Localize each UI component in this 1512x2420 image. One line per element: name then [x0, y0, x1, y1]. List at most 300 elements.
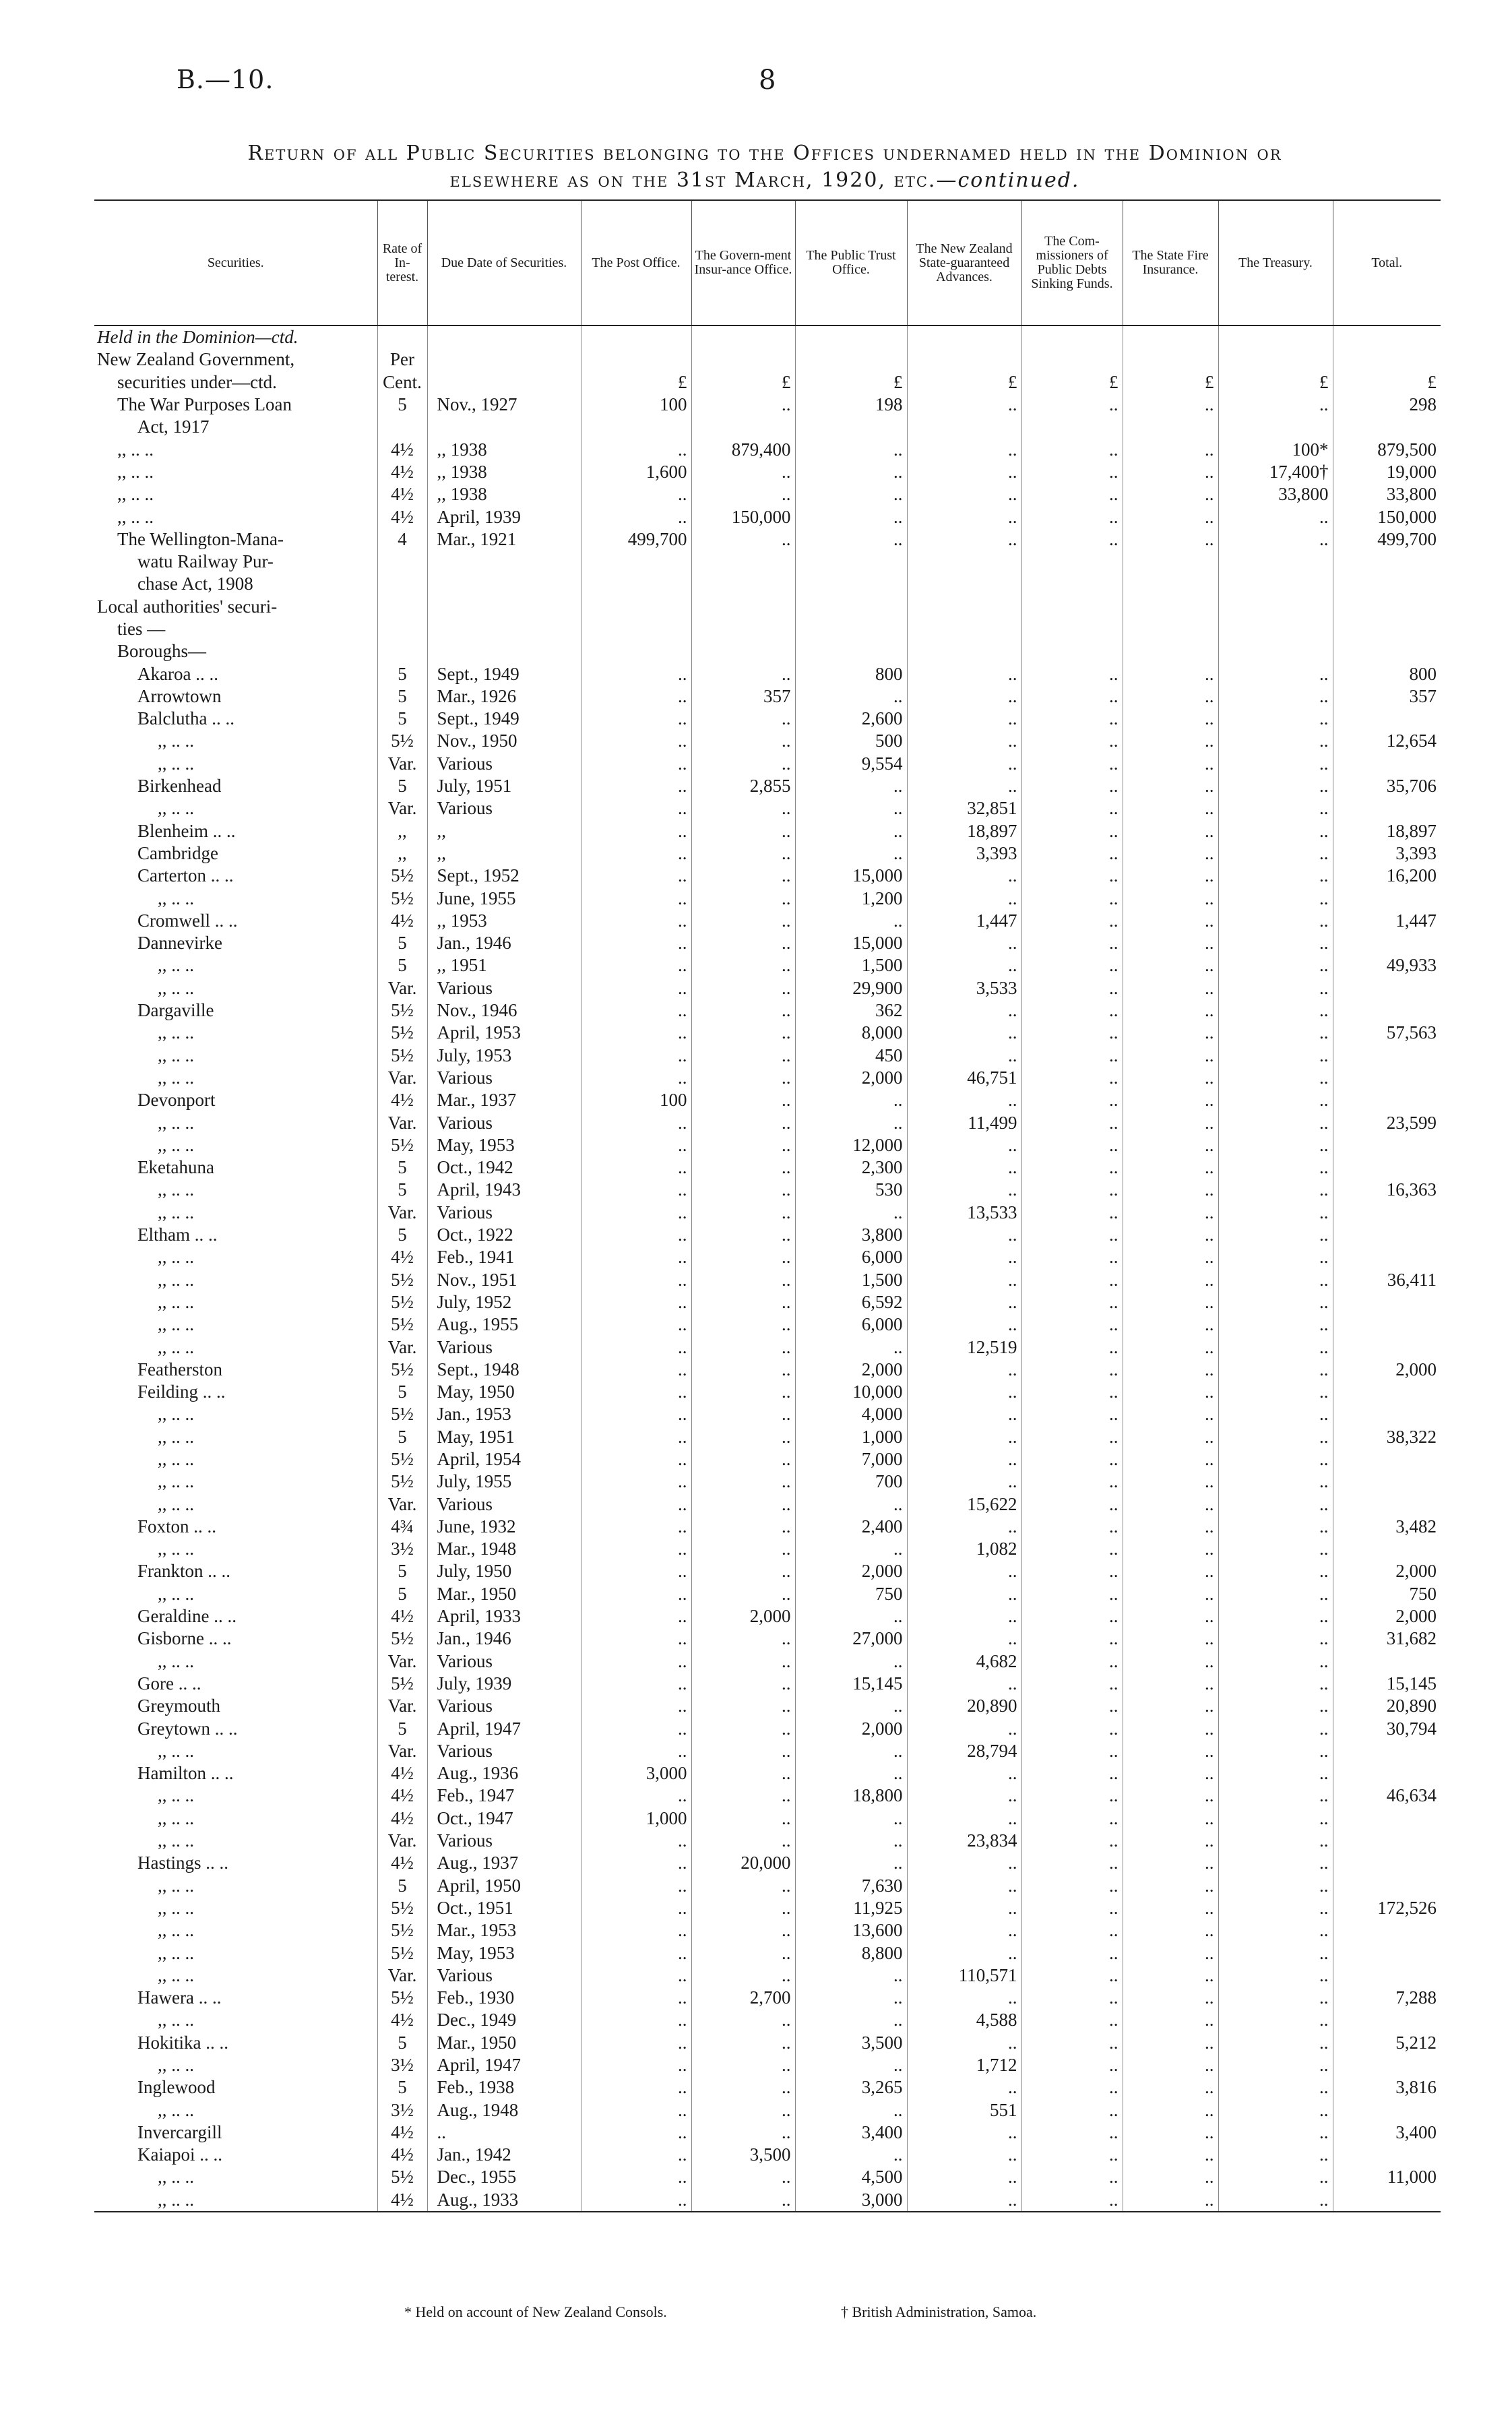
- state-fire-insurance-cell: [1123, 618, 1218, 640]
- state-fire-insurance-cell: ..: [1123, 977, 1218, 999]
- government-insurance-cell: ..: [691, 2076, 795, 2099]
- table-row: [94, 1179, 1441, 1201]
- post-office-cell: ..: [581, 2009, 691, 2031]
- table-row: [94, 2009, 1441, 2031]
- total-cell: [1333, 2009, 1441, 2031]
- state-fire-insurance-cell: [1123, 573, 1218, 595]
- public-trust-cell: [795, 618, 907, 640]
- state-fire-insurance-cell: [1123, 325, 1218, 348]
- interest-rate-cell: 4½: [377, 1246, 427, 1268]
- government-insurance-cell: [691, 640, 795, 662]
- state-fire-insurance-cell: ..: [1123, 820, 1218, 842]
- interest-rate-cell: 5: [377, 954, 427, 976]
- table-row: [94, 1067, 1441, 1089]
- government-insurance-cell: ..: [691, 1762, 795, 1785]
- table-row: [94, 1022, 1441, 1044]
- state-fire-insurance-cell: ..: [1123, 1381, 1218, 1403]
- state-advances-cell: ..: [907, 1627, 1021, 1650]
- total-cell: [1333, 1493, 1441, 1515]
- total-cell: £: [1427, 371, 1437, 392]
- state-advances-cell: [907, 573, 1021, 595]
- state-fire-insurance-cell: ..: [1123, 461, 1218, 483]
- interest-rate-cell: 5½: [377, 887, 427, 909]
- treasury-cell: ..: [1218, 954, 1333, 976]
- government-insurance-cell: ..: [691, 2166, 795, 2188]
- public-trust-cell: 2,400: [795, 1516, 907, 1538]
- state-advances-cell: 1,447: [907, 910, 1021, 932]
- public-trust-cell: 2,000: [795, 1359, 907, 1381]
- treasury-cell: ..: [1218, 1987, 1333, 2009]
- treasury-cell: ..: [1218, 662, 1333, 685]
- state-fire-insurance-cell: ..: [1123, 483, 1218, 505]
- post-office-cell: ..: [581, 1403, 691, 1425]
- table-row: [94, 1785, 1441, 1807]
- state-advances-cell: 23,834: [907, 1830, 1021, 1852]
- state-advances-cell: ..: [907, 394, 1021, 416]
- security-name-cell: ,, .. ..: [94, 461, 377, 483]
- government-insurance-cell: 2,000: [691, 1605, 795, 1627]
- state-fire-insurance-cell: ..: [1123, 999, 1218, 1022]
- state-advances-cell: ..: [907, 1785, 1021, 1807]
- public-trust-cell: 3,800: [795, 1224, 907, 1246]
- treasury-cell: ..: [1218, 1448, 1333, 1470]
- total-cell: [1333, 1942, 1441, 1964]
- due-date-cell: Mar., 1953: [427, 1919, 581, 1942]
- government-insurance-cell: ..: [691, 797, 795, 819]
- government-insurance-cell: ..: [691, 954, 795, 976]
- sinking-funds-cell: ..: [1021, 753, 1123, 775]
- sinking-funds-cell: ..: [1021, 1673, 1123, 1695]
- treasury-cell: ..: [1218, 1268, 1333, 1291]
- public-trust-cell: ..: [795, 775, 907, 797]
- table-row: [94, 1426, 1441, 1448]
- post-office-cell: [581, 618, 691, 640]
- table-row: [94, 753, 1441, 775]
- government-insurance-cell: ..: [691, 2054, 795, 2076]
- government-insurance-cell: ..: [691, 1134, 795, 1156]
- state-advances-cell: [907, 618, 1021, 640]
- due-date-cell: ,, 1951: [427, 954, 581, 976]
- due-date-cell: Various: [427, 753, 581, 775]
- sinking-funds-cell: ..: [1021, 887, 1123, 909]
- post-office-cell: ..: [581, 1045, 691, 1067]
- security-name-cell: ,, .. ..: [94, 1313, 377, 1336]
- government-insurance-cell: ..: [691, 1493, 795, 1515]
- total-cell: 20,890: [1386, 1696, 1437, 1716]
- public-trust-cell: 3,000: [795, 2189, 907, 2212]
- government-insurance-cell: ..: [691, 483, 795, 505]
- post-office-cell: 1,000: [581, 1807, 691, 1830]
- due-date-cell: [427, 640, 581, 662]
- state-fire-insurance-cell: ..: [1123, 2054, 1218, 2076]
- sinking-funds-cell: ..: [1021, 954, 1123, 976]
- security-name-cell: ,, .. ..: [94, 1785, 377, 1807]
- treasury-cell: 33,800: [1218, 483, 1333, 505]
- public-trust-cell: 3,265: [795, 2076, 907, 2099]
- table-row: [94, 640, 1441, 662]
- security-name-cell: ,, .. ..: [94, 1964, 377, 1987]
- post-office-cell: ..: [581, 2032, 691, 2054]
- state-fire-insurance-cell: ..: [1123, 1111, 1218, 1134]
- public-trust-cell: 3,400: [795, 2121, 907, 2144]
- security-name-cell: watu Railway Pur-: [94, 551, 377, 573]
- interest-rate-cell: 5: [377, 662, 427, 685]
- sinking-funds-cell: ..: [1021, 708, 1123, 730]
- post-office-cell: £: [581, 371, 691, 394]
- total-cell: 172,526: [1377, 1897, 1437, 1918]
- public-trust-cell: 750: [795, 1583, 907, 1605]
- public-trust-cell: ..: [795, 797, 907, 819]
- security-name-cell: Balclutha .. ..: [94, 708, 377, 730]
- due-date-cell: Feb., 1947: [427, 1785, 581, 1807]
- sinking-funds-cell: ..: [1021, 2166, 1123, 2188]
- security-name-cell: ,, .. ..: [94, 1807, 377, 1830]
- table-row: [94, 2121, 1441, 2144]
- post-office-cell: ..: [581, 1359, 691, 1381]
- state-advances-cell: 13,533: [907, 1202, 1021, 1224]
- security-name-cell: Gore .. ..: [94, 1673, 377, 1695]
- post-office-cell: [581, 348, 691, 371]
- state-advances-cell: ..: [907, 2166, 1021, 2188]
- state-advances-cell: 32,851: [907, 797, 1021, 819]
- interest-rate-cell: Var.: [377, 1695, 427, 1717]
- total-cell: [1333, 1291, 1441, 1313]
- due-date-cell: Various: [427, 1493, 581, 1515]
- sinking-funds-cell: ..: [1021, 2099, 1123, 2121]
- treasury-cell: [1218, 596, 1333, 618]
- government-insurance-cell: 357: [691, 685, 795, 708]
- state-fire-insurance-cell: ..: [1123, 1852, 1218, 1874]
- total-cell: 38,322: [1386, 1426, 1437, 1447]
- sinking-funds-cell: ..: [1021, 775, 1123, 797]
- security-name-cell: Greymouth: [94, 1695, 377, 1717]
- government-insurance-cell: ..: [691, 2121, 795, 2144]
- security-name-cell: Boroughs—: [94, 640, 377, 662]
- state-advances-cell: ..: [907, 932, 1021, 954]
- post-office-cell: ..: [581, 1202, 691, 1224]
- security-name-cell: Arrowtown: [94, 685, 377, 708]
- table-row: [94, 1942, 1441, 1964]
- table-row: [94, 865, 1441, 887]
- security-name-cell: ,, .. ..: [94, 1470, 377, 1493]
- sinking-funds-cell: ..: [1021, 1874, 1123, 1896]
- state-advances-cell: ..: [907, 1605, 1021, 1627]
- total-cell: 3,482: [1395, 1516, 1437, 1537]
- sinking-funds-cell: [1021, 551, 1123, 573]
- security-name-cell: Dannevirke: [94, 932, 377, 954]
- state-advances-cell: ..: [907, 1583, 1021, 1605]
- treasury-cell: ..: [1218, 1874, 1333, 1896]
- table-row: [94, 1538, 1441, 1560]
- security-name-cell: chase Act, 1908: [94, 573, 377, 595]
- state-advances-cell: ..: [907, 865, 1021, 887]
- government-insurance-cell: ..: [691, 1897, 795, 1919]
- treasury-cell: ..: [1218, 1516, 1333, 1538]
- government-insurance-cell: ..: [691, 1381, 795, 1403]
- table-row: [94, 2189, 1441, 2212]
- state-fire-insurance-cell: ..: [1123, 2009, 1218, 2031]
- public-trust-cell: 15,000: [795, 932, 907, 954]
- government-insurance-cell: ..: [691, 1156, 795, 1179]
- government-insurance-cell: ..: [691, 1089, 795, 1111]
- treasury-cell: ..: [1218, 505, 1333, 528]
- public-trust-cell: 12,000: [795, 1134, 907, 1156]
- post-office-cell: [581, 596, 691, 618]
- total-cell: [1333, 708, 1441, 730]
- interest-rate-cell: 4½: [377, 483, 427, 505]
- treasury-cell: 100*: [1218, 438, 1333, 460]
- interest-rate-cell: 5½: [377, 999, 427, 1022]
- due-date-cell: Jan., 1946: [427, 932, 581, 954]
- public-trust-cell: 2,000: [795, 1560, 907, 1582]
- sinking-funds-cell: ..: [1021, 1313, 1123, 1336]
- security-name-cell: Hamilton .. ..: [94, 1762, 377, 1785]
- state-fire-insurance-cell: [1123, 348, 1218, 371]
- interest-rate-cell: 5: [377, 1179, 427, 1201]
- sinking-funds-cell: ..: [1021, 999, 1123, 1022]
- state-fire-insurance-cell: ..: [1123, 1045, 1218, 1067]
- total-cell: 879,500: [1377, 439, 1437, 460]
- interest-rate-cell: Var.: [377, 753, 427, 775]
- state-fire-insurance-cell: ..: [1123, 1583, 1218, 1605]
- due-date-cell: Mar., 1921: [427, 528, 581, 551]
- government-insurance-cell: [691, 325, 795, 348]
- security-name-cell: ,, .. ..: [94, 1897, 377, 1919]
- total-cell: [1333, 977, 1441, 999]
- state-advances-cell: 46,751: [907, 1067, 1021, 1089]
- total-cell: 1,447: [1395, 910, 1437, 931]
- security-name-cell: Dargaville: [94, 999, 377, 1022]
- security-name-cell: Featherston: [94, 1359, 377, 1381]
- government-insurance-cell: ..: [691, 932, 795, 954]
- interest-rate-cell: 5: [377, 1583, 427, 1605]
- government-insurance-cell: ..: [691, 730, 795, 752]
- state-fire-insurance-cell: ..: [1123, 1067, 1218, 1089]
- state-advances-cell: ..: [907, 1156, 1021, 1179]
- government-insurance-cell: ..: [691, 1627, 795, 1650]
- public-trust-cell: 800: [795, 662, 907, 685]
- public-trust-cell: 4,500: [795, 2166, 907, 2188]
- post-office-cell: ..: [581, 1560, 691, 1582]
- public-trust-cell: ..: [795, 1089, 907, 1111]
- due-date-cell: Various: [427, 1964, 581, 1987]
- post-office-cell: ..: [581, 1134, 691, 1156]
- due-date-cell: [427, 348, 581, 371]
- interest-rate-cell: 5½: [377, 1627, 427, 1650]
- table-header-row: [94, 200, 1441, 325]
- government-insurance-cell: 2,855: [691, 775, 795, 797]
- due-date-cell: April, 1954: [427, 1448, 581, 1470]
- security-name-cell: ,, .. ..: [94, 438, 377, 460]
- total-cell: [1333, 2054, 1441, 2076]
- sinking-funds-cell: ..: [1021, 1717, 1123, 1739]
- state-advances-cell: ..: [907, 1516, 1021, 1538]
- due-date-cell: July, 1953: [427, 1045, 581, 1067]
- interest-rate-cell: 5½: [377, 1134, 427, 1156]
- state-fire-insurance-cell: ..: [1123, 708, 1218, 730]
- total-cell: 499,700: [1377, 528, 1437, 549]
- state-advances-cell: ..: [907, 1089, 1021, 1111]
- government-insurance-cell: ..: [691, 1403, 795, 1425]
- total-cell: [1333, 1202, 1441, 1224]
- security-name-cell: Akaroa .. ..: [94, 662, 377, 685]
- state-advances-cell: [907, 348, 1021, 371]
- sinking-funds-cell: ..: [1021, 662, 1123, 685]
- table-row: [94, 618, 1441, 640]
- sinking-funds-cell: ..: [1021, 1942, 1123, 1964]
- state-advances-cell: ..: [907, 2144, 1021, 2166]
- due-date-cell: Mar., 1950: [427, 1583, 581, 1605]
- state-fire-insurance-cell: ..: [1123, 1762, 1218, 1785]
- security-name-cell: ,, .. ..: [94, 1067, 377, 1089]
- total-cell: [1333, 1313, 1441, 1336]
- treasury-cell: ..: [1218, 1045, 1333, 1067]
- sinking-funds-cell: ..: [1021, 1089, 1123, 1111]
- state-advances-cell: 3,393: [907, 842, 1021, 865]
- post-office-cell: ..: [581, 1717, 691, 1739]
- treasury-cell: ..: [1218, 820, 1333, 842]
- state-advances-cell: ..: [907, 685, 1021, 708]
- due-date-cell: July, 1950: [427, 1560, 581, 1582]
- treasury-cell: ..: [1218, 2009, 1333, 2031]
- table-row: [94, 2076, 1441, 2099]
- post-office-cell: ..: [581, 1650, 691, 1673]
- table-row: [94, 1627, 1441, 1650]
- interest-rate-cell: [377, 618, 427, 640]
- treasury-cell: ..: [1218, 1807, 1333, 1830]
- state-fire-insurance-cell: ..: [1123, 1313, 1218, 1336]
- government-insurance-cell: ..: [691, 1964, 795, 1987]
- state-fire-insurance-cell: ..: [1123, 1134, 1218, 1156]
- sinking-funds-cell: ..: [1021, 1516, 1123, 1538]
- table-row: [94, 2054, 1441, 2076]
- total-cell: 18,897: [1386, 820, 1437, 841]
- state-fire-insurance-cell: ..: [1123, 1560, 1218, 1582]
- sinking-funds-cell: [1021, 573, 1123, 595]
- post-office-cell: ..: [581, 1673, 691, 1695]
- due-date-cell: April, 1947: [427, 2054, 581, 2076]
- sinking-funds-cell: ..: [1021, 1560, 1123, 1582]
- table-row: [94, 1336, 1441, 1358]
- post-office-cell: ..: [581, 999, 691, 1022]
- interest-rate-cell: 5½: [377, 1470, 427, 1493]
- due-date-cell: July, 1952: [427, 1291, 581, 1313]
- column-header: The Com-missioners of Public Debts Sinking Funds.: [1021, 200, 1123, 325]
- footnote-samoa: † British Administration, Samoa.: [841, 2303, 1037, 2320]
- total-cell: 11,000: [1387, 2167, 1437, 2188]
- government-insurance-cell: ..: [691, 1785, 795, 1807]
- post-office-cell: ..: [581, 1246, 691, 1268]
- public-trust-cell: 15,000: [795, 865, 907, 887]
- interest-rate-cell: 3½: [377, 2099, 427, 2121]
- interest-rate-cell: 5: [377, 708, 427, 730]
- due-date-cell: Aug., 1936: [427, 1762, 581, 1785]
- interest-rate-cell: 4½: [377, 438, 427, 460]
- government-insurance-cell: ..: [691, 1830, 795, 1852]
- post-office-cell: [581, 325, 691, 348]
- state-fire-insurance-cell: [1123, 551, 1218, 573]
- security-name-cell: Act, 1917: [94, 416, 377, 438]
- document-reference: B.—10.: [177, 65, 274, 94]
- security-name-cell: Kaiapoi .. ..: [94, 2144, 377, 2166]
- state-advances-cell: ..: [907, 775, 1021, 797]
- state-advances-cell: ..: [907, 1381, 1021, 1403]
- due-date-cell: Various: [427, 1202, 581, 1224]
- security-name-cell: ,, .. ..: [94, 1291, 377, 1313]
- total-cell: [1333, 2144, 1441, 2166]
- due-date-cell: April, 1943: [427, 1179, 581, 1201]
- state-fire-insurance-cell: ..: [1123, 1874, 1218, 1896]
- treasury-cell: [1218, 348, 1333, 371]
- government-insurance-cell: ..: [691, 1538, 795, 1560]
- state-advances-cell: ..: [907, 2076, 1021, 2099]
- government-insurance-cell: ..: [691, 1807, 795, 1830]
- total-cell: 46,634: [1386, 1785, 1437, 1806]
- table-row: [94, 2099, 1441, 2121]
- due-date-cell: ,, 1938: [427, 483, 581, 505]
- state-advances-cell: ..: [907, 1022, 1021, 1044]
- total-cell: [1333, 753, 1441, 775]
- table-row: [94, 1987, 1441, 2009]
- interest-rate-cell: 5: [377, 1560, 427, 1582]
- government-insurance-cell: ..: [691, 1111, 795, 1134]
- total-cell: [1333, 1156, 1441, 1179]
- post-office-cell: ..: [581, 842, 691, 865]
- state-fire-insurance-cell: ..: [1123, 1605, 1218, 1627]
- state-fire-insurance-cell: ..: [1123, 797, 1218, 819]
- post-office-cell: ..: [581, 775, 691, 797]
- sinking-funds-cell: ..: [1021, 1403, 1123, 1425]
- public-trust-cell: ..: [795, 1202, 907, 1224]
- post-office-cell: ..: [581, 910, 691, 932]
- public-trust-cell: £: [795, 371, 907, 394]
- total-cell: 3,393: [1395, 842, 1437, 863]
- total-cell: [1333, 596, 1441, 618]
- state-fire-insurance-cell: ..: [1123, 2121, 1218, 2144]
- state-fire-insurance-cell: ..: [1123, 1448, 1218, 1470]
- post-office-cell: ..: [581, 2099, 691, 2121]
- due-date-cell: Mar., 1950: [427, 2032, 581, 2054]
- total-cell: [1333, 1762, 1441, 1785]
- post-office-cell: ..: [581, 1516, 691, 1538]
- public-trust-cell: 8,800: [795, 1942, 907, 1964]
- state-advances-cell: 12,519: [907, 1336, 1021, 1358]
- securities-table: [94, 199, 1441, 2212]
- footnote-consols: * Held on account of New Zealand Consols.: [404, 2303, 667, 2320]
- treasury-cell: ..: [1218, 2189, 1333, 2212]
- due-date-cell: Feb., 1941: [427, 1246, 581, 1268]
- state-advances-cell: [907, 551, 1021, 573]
- state-fire-insurance-cell: ..: [1123, 1830, 1218, 1852]
- due-date-cell: ,, 1938: [427, 461, 581, 483]
- security-name-cell: Inglewood: [94, 2076, 377, 2099]
- due-date-cell: Oct., 1922: [427, 1224, 581, 1246]
- state-fire-insurance-cell: [1123, 416, 1218, 438]
- title-main-text: elsewhere as on the 31st March, 1920, etc.—: [449, 168, 958, 192]
- due-date-cell: Dec., 1949: [427, 2009, 581, 2031]
- interest-rate-cell: 5: [377, 1426, 427, 1448]
- table-row: [94, 1964, 1441, 1987]
- total-cell: [1333, 1381, 1441, 1403]
- sinking-funds-cell: ..: [1021, 528, 1123, 551]
- interest-rate-cell: Var.: [377, 1650, 427, 1673]
- security-name-cell: ,, .. ..: [94, 1830, 377, 1852]
- state-fire-insurance-cell: ..: [1123, 2076, 1218, 2099]
- table-row: [94, 1381, 1441, 1403]
- interest-rate-cell: [377, 640, 427, 662]
- state-advances-cell: ..: [907, 1134, 1021, 1156]
- treasury-cell: ..: [1218, 842, 1333, 865]
